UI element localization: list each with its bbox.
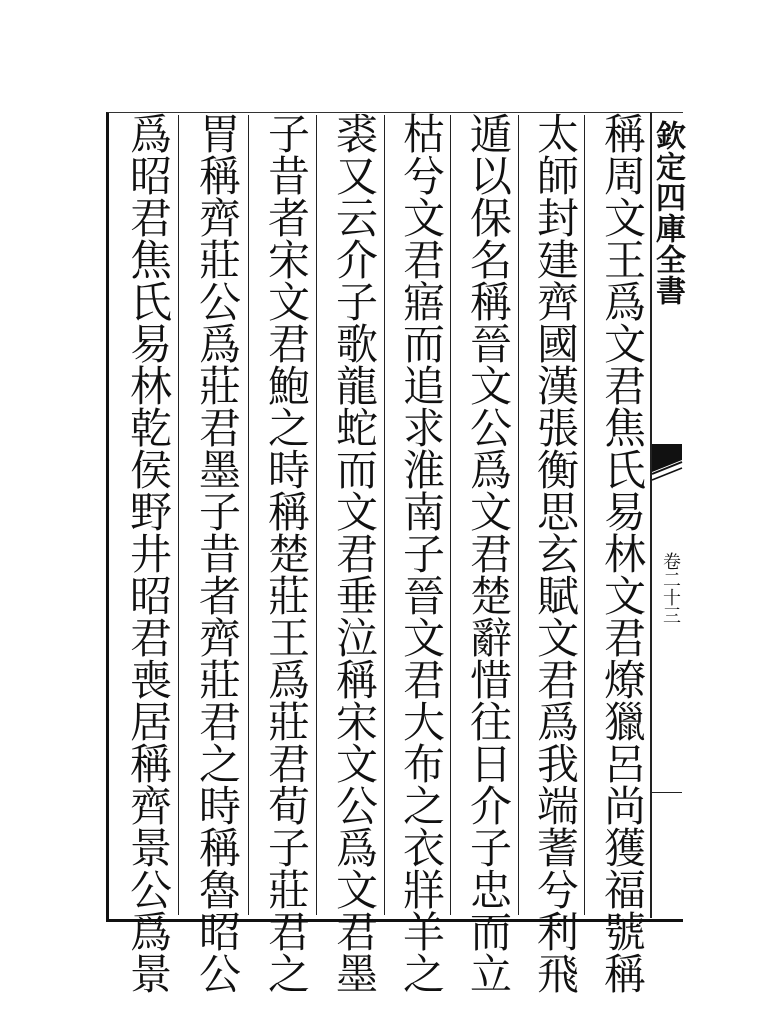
collection-title: 欽定四庫全書 — [650, 120, 685, 306]
text-column-1: 稱周文王爲文君焦氏易林文君燎獵呂尚獲福號稱 — [598, 112, 647, 994]
text-column-3: 遁以保名稱晉文公爲文君楚辭惜往日介子忠而立 — [464, 112, 513, 994]
column-rule — [384, 115, 385, 915]
margin-divider — [652, 792, 682, 793]
column-rule — [178, 115, 179, 915]
text-column-7: 胃稱齊莊公爲莊君墨子昔者齊莊君之時稱魯昭公 — [193, 112, 242, 994]
text-column-8: 爲昭君焦氏易林乾侯野井昭君喪居稱齊景公爲景 — [124, 112, 173, 994]
column-rule — [248, 115, 249, 915]
page-margin-column — [650, 112, 685, 918]
text-column-5: 裘又云介子歌龍蛇而文君垂泣稱宋文公爲文君墨 — [330, 112, 379, 994]
text-column-4: 枯兮文君寤而追求淮南子晉文君大布之衣牂羊之 — [397, 112, 446, 994]
column-rule — [316, 115, 317, 915]
text-column-6: 子昔者宋文君鮑之時稱楚莊王爲莊君荀子莊君之 — [262, 112, 311, 994]
text-column-2: 太師封建齊國漢張衡思玄賦文君爲我端蓍兮利飛 — [531, 112, 580, 994]
column-rule — [518, 115, 519, 915]
column-rule — [450, 115, 451, 915]
volume-number: 卷二十三 — [660, 552, 681, 624]
fish-tail-mark-icon — [650, 442, 684, 488]
column-rule — [584, 115, 585, 915]
